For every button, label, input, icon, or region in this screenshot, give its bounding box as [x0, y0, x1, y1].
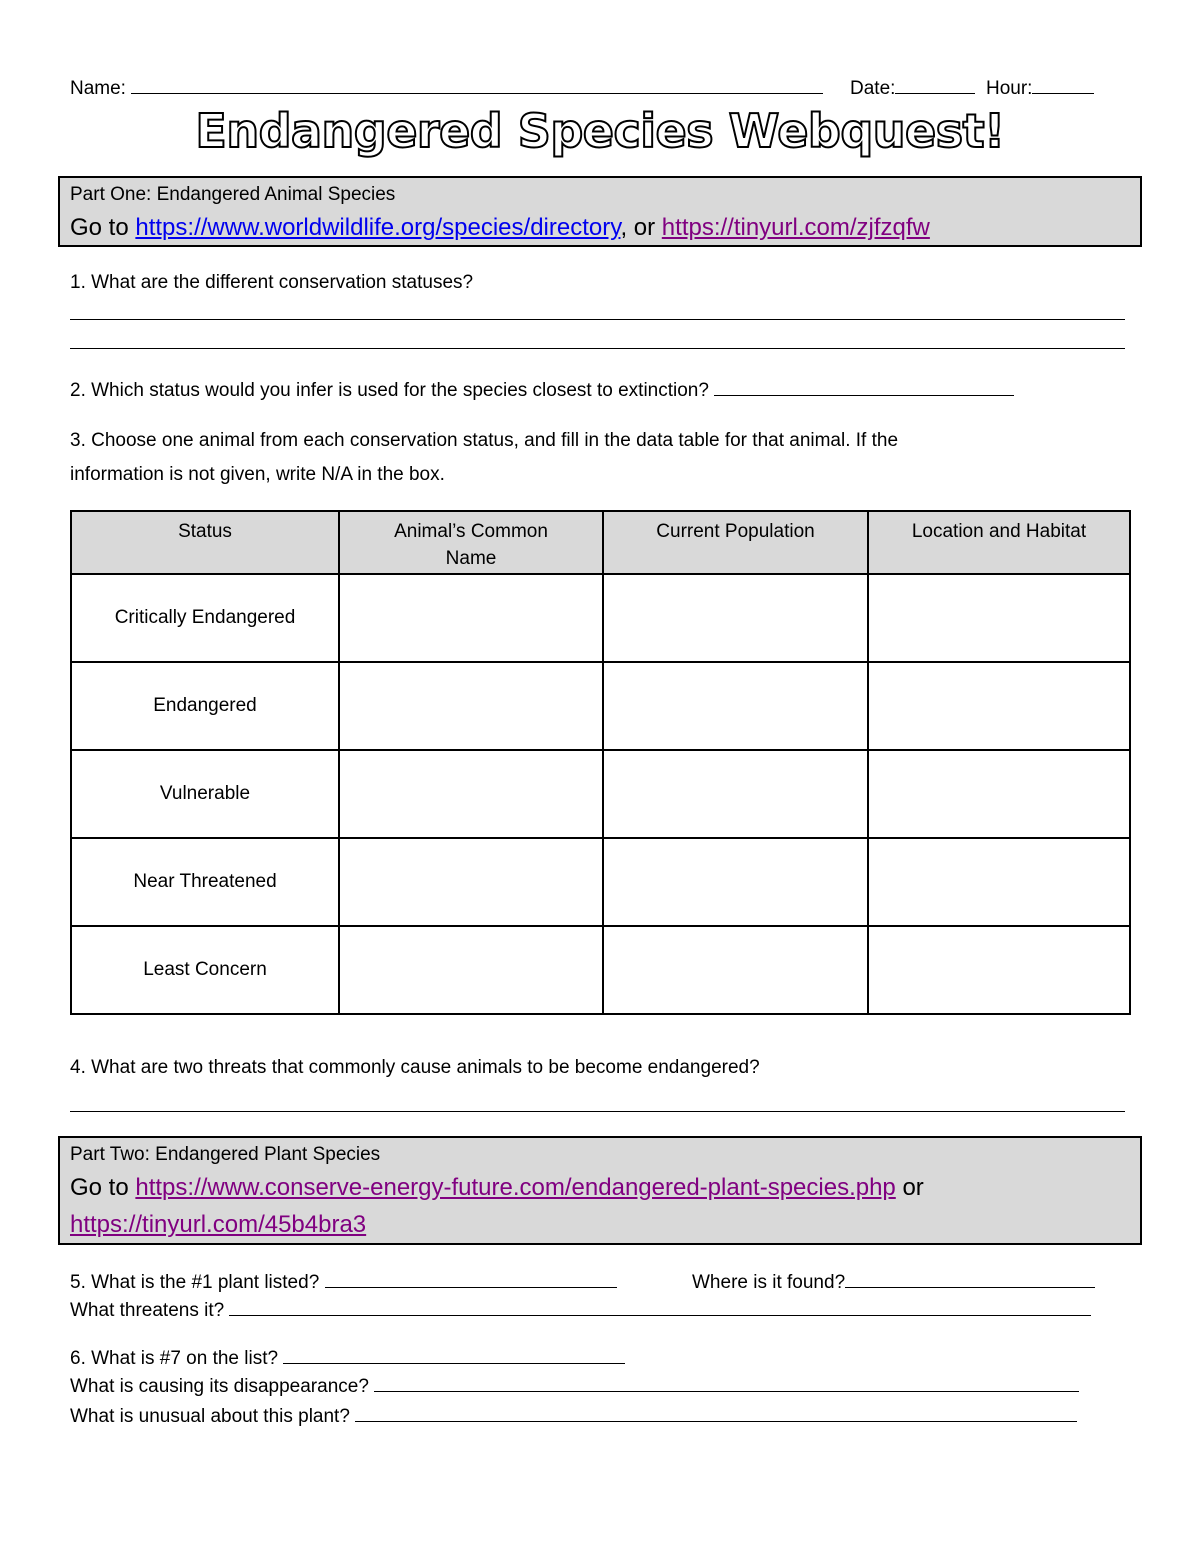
hour-blank[interactable] — [1032, 76, 1094, 94]
answer-line-6b[interactable] — [374, 1374, 1079, 1392]
common-name-cell[interactable] — [339, 838, 603, 926]
part-two-goto-line2 — [70, 1211, 366, 1239]
answer-line-5a[interactable] — [325, 1270, 617, 1288]
species-data-table — [70, 510, 1131, 1015]
status-cell: Critically Endangered — [71, 574, 339, 662]
part-one-heading: Part One: Endangered Animal Species — [70, 184, 396, 205]
status-cell: Near Threatened — [71, 838, 339, 926]
question-3-line2: information is not given, write N/A in the box. — [70, 464, 445, 485]
goto-label: Go to — [70, 1174, 129, 1201]
status-cell: Least Concern — [71, 926, 339, 1014]
question-5b-row — [692, 1270, 1095, 1294]
question-6c: What is unusual about this plant? — [70, 1406, 350, 1427]
header-location: Location and Habitat — [868, 511, 1130, 574]
question-6b-row — [70, 1374, 1079, 1398]
question-6a-row — [70, 1346, 625, 1370]
part-two-heading: Part Two: Endangered Plant Species — [70, 1144, 381, 1165]
tinyurl-animal-link[interactable]: https://tinyurl.com/zjfzqfw — [661, 214, 930, 241]
population-cell[interactable] — [603, 750, 868, 838]
answer-line-1b[interactable] — [70, 348, 1125, 349]
common-name-cell[interactable] — [339, 926, 603, 1014]
date-field-row — [850, 76, 975, 100]
part-two-goto-line1 — [70, 1174, 924, 1202]
hour-label: Hour: — [986, 78, 1033, 99]
table-row — [71, 662, 1130, 750]
location-cell[interactable] — [868, 926, 1130, 1014]
question-4: 4. What are two threats that commonly cause animals to be become endangered? — [70, 1057, 760, 1078]
header-status: Status — [71, 511, 339, 574]
name-blank[interactable] — [131, 76, 823, 94]
question-3-line1: 3. Choose one animal from each conservation status, and fill in the data table for that animal. If the — [70, 430, 899, 451]
common-name-cell[interactable] — [339, 662, 603, 750]
common-name-cell[interactable] — [339, 750, 603, 838]
answer-line-6a[interactable] — [283, 1346, 625, 1364]
status-cell: Endangered — [71, 662, 339, 750]
name-label: Name: — [70, 78, 126, 99]
question-6a: 6. What is #7 on the list? — [70, 1348, 279, 1369]
population-cell[interactable] — [603, 926, 868, 1014]
table-row — [71, 750, 1130, 838]
date-label: Date: — [850, 78, 896, 99]
table-row — [71, 926, 1130, 1014]
question-5c: What threatens it? — [70, 1300, 225, 1321]
question-2: 2. Which status would you infer is used for the species closest to extinction? — [70, 380, 709, 401]
question-5c-row — [70, 1298, 1091, 1322]
hour-field-row — [986, 76, 1094, 100]
header-common-name-text: Animal’s Common Name — [394, 521, 548, 569]
question-1: 1. What are the different conservation statuses? — [70, 272, 474, 293]
answer-line-4[interactable] — [70, 1111, 1125, 1112]
part-two-box — [58, 1136, 1142, 1245]
link-separator: , or — [620, 214, 656, 241]
part-one-goto — [70, 214, 930, 242]
question-2-row — [70, 378, 1014, 402]
answer-line-6c[interactable] — [355, 1404, 1077, 1422]
page-title: Endangered Species Webquest! — [195, 104, 1005, 158]
population-cell[interactable] — [603, 662, 868, 750]
conserve-energy-link[interactable]: https://www.conserve-energy-future.com/endangered-plant-species.php — [135, 1174, 896, 1201]
part-one-box — [58, 176, 1142, 247]
population-cell[interactable] — [603, 838, 868, 926]
link-separator: or — [902, 1174, 924, 1201]
table-row — [71, 838, 1130, 926]
header-common-name — [339, 511, 603, 574]
answer-line-5b[interactable] — [845, 1270, 1095, 1288]
tinyurl-plant-link[interactable]: https://tinyurl.com/45b4bra3 — [70, 1211, 367, 1238]
location-cell[interactable] — [868, 750, 1130, 838]
status-cell: Vulnerable — [71, 750, 339, 838]
wwf-directory-link[interactable]: https://www.worldwildlife.org/species/directory — [135, 214, 621, 241]
question-5a-row — [70, 1270, 617, 1294]
table-header-row — [71, 511, 1130, 574]
population-cell[interactable] — [603, 574, 868, 662]
table-row — [71, 574, 1130, 662]
name-field-row — [70, 76, 823, 100]
common-name-cell[interactable] — [339, 574, 603, 662]
goto-label: Go to — [70, 214, 129, 241]
date-blank[interactable] — [895, 76, 975, 94]
question-5a: 5. What is the #1 plant listed? — [70, 1272, 320, 1293]
location-cell[interactable] — [868, 838, 1130, 926]
answer-line-1a[interactable] — [70, 319, 1125, 320]
location-cell[interactable] — [868, 574, 1130, 662]
answer-line-2[interactable] — [714, 378, 1014, 396]
question-6b: What is causing its disappearance? — [70, 1376, 369, 1397]
location-cell[interactable] — [868, 662, 1130, 750]
question-6c-row — [70, 1404, 1077, 1428]
header-population: Current Population — [603, 511, 868, 574]
question-5b: Where is it found? — [692, 1272, 846, 1293]
answer-line-5c[interactable] — [229, 1298, 1091, 1316]
